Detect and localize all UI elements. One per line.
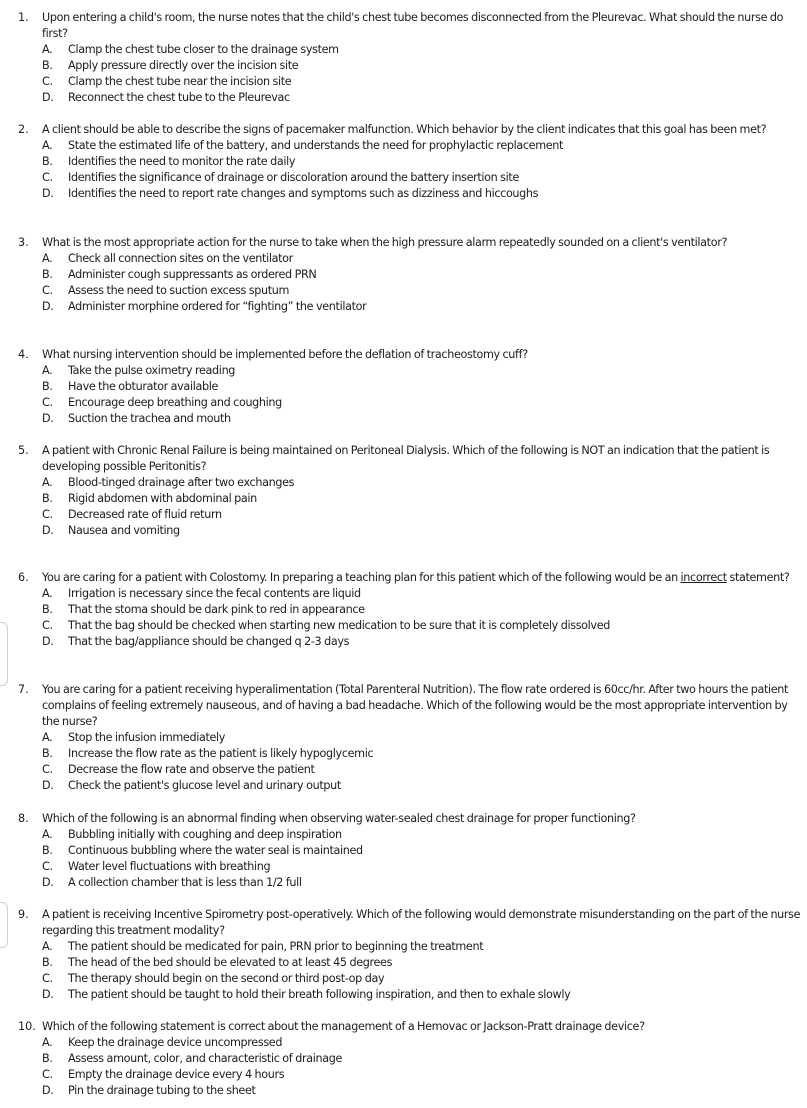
- answer-option: [42, 186, 804, 202]
- option-letter: D.: [42, 1084, 54, 1097]
- answer-option: [42, 827, 804, 843]
- answer-option: [42, 875, 804, 891]
- question-text: A patient with Chronic Renal Failure is being maintained on Peritoneal Dialysis. Which of the following is NOT an indication that the patient is developing possible Peritonitis?: [42, 444, 770, 473]
- answer-option: [42, 762, 804, 778]
- answer-option: [42, 1051, 804, 1067]
- option-text: Nausea and vomiting: [68, 524, 180, 537]
- answer-option: [42, 283, 804, 299]
- option-text: That the bag/appliance should be changed q 2-3 days: [68, 635, 350, 648]
- option-letter: A.: [42, 364, 53, 377]
- option-letter: C.: [42, 396, 53, 409]
- option-text: State the estimated life of the battery, and understands the need for prophylactic replacement: [68, 139, 564, 152]
- option-text: Rigid abdomen with abdominal pain: [68, 492, 257, 505]
- answer-option: [42, 42, 804, 58]
- option-letter: B.: [42, 844, 53, 857]
- question-10: [18, 1019, 804, 1099]
- answer-option: [42, 955, 804, 971]
- question-text-part: statement?: [726, 571, 790, 584]
- answer-option: [42, 475, 804, 491]
- question-text: A client should be able to describe the signs of pacemaker malfunction. Which behavior by the client indicates that this goal has been met?: [42, 123, 767, 136]
- answer-option: [42, 987, 804, 1003]
- option-letter: C.: [42, 763, 53, 776]
- answer-option: [42, 843, 804, 859]
- option-letter: D.: [42, 876, 54, 889]
- option-text: Assess the need to suction excess sputum: [68, 284, 290, 297]
- option-letter: B.: [42, 380, 53, 393]
- option-letter: C.: [42, 1068, 53, 1081]
- answer-option: [42, 859, 804, 875]
- option-text: Identifies the need to monitor the rate daily: [68, 155, 296, 168]
- option-letter: D.: [42, 412, 54, 425]
- answer-options: [42, 1035, 804, 1099]
- question-text: What nursing intervention should be implemented before the deflation of tracheostomy cuff?: [42, 348, 528, 361]
- option-text: Administer morphine ordered for “fighting” the ventilator: [68, 300, 367, 313]
- question-4: [18, 347, 804, 427]
- option-letter: C.: [42, 171, 53, 184]
- option-letter: A.: [42, 139, 53, 152]
- answer-option: [42, 939, 804, 955]
- option-text: Assess amount, color, and characteristic of drainage: [68, 1052, 342, 1065]
- option-letter: A.: [42, 1036, 53, 1049]
- option-text: Decrease the flow rate and observe the patient: [68, 763, 315, 776]
- option-letter: B.: [42, 155, 53, 168]
- answer-option: [42, 1083, 804, 1099]
- option-text: Decreased rate of fluid return: [68, 508, 222, 521]
- option-letter: C.: [42, 75, 53, 88]
- option-text: That the bag should be checked when starting new medication to be sure that it is completely dissolved: [68, 619, 610, 632]
- option-text: Encourage deep breathing and coughing: [68, 396, 282, 409]
- answer-options: [42, 42, 804, 106]
- answer-option: [42, 971, 804, 987]
- option-letter: B.: [42, 492, 53, 505]
- question-7: [18, 682, 804, 794]
- option-letter: B.: [42, 59, 53, 72]
- option-text: The patient should be taught to hold their breath following inspiration, and then to exhale slowly: [68, 988, 571, 1001]
- option-letter: D.: [42, 635, 54, 648]
- option-text: Pin the drainage tubing to the sheet: [68, 1084, 256, 1097]
- option-text: Apply pressure directly over the incision site: [68, 59, 299, 72]
- question-number: 5.: [18, 444, 29, 457]
- option-text: Check all connection sites on the ventilator: [68, 252, 293, 265]
- question-6: [18, 570, 804, 650]
- answer-option: [42, 411, 804, 427]
- option-letter: B.: [42, 747, 53, 760]
- question-number: 7.: [18, 683, 29, 696]
- option-text: A collection chamber that is less than 1/2 full: [68, 876, 302, 889]
- question-3: [18, 235, 804, 315]
- underlined-word: incorrect: [680, 571, 727, 584]
- answer-option: [42, 170, 804, 186]
- option-letter: B.: [42, 268, 53, 281]
- option-letter: C.: [42, 619, 53, 632]
- question-number: 4.: [18, 348, 29, 361]
- answer-option: [42, 138, 804, 154]
- option-text: Clamp the chest tube closer to the drainage system: [68, 43, 339, 56]
- option-letter: D.: [42, 187, 54, 200]
- question-number: 10.: [18, 1020, 36, 1033]
- answer-option: [42, 523, 804, 539]
- question-text: Upon entering a child's room, the nurse notes that the child's chest tube becomes disconnected from the Pleurevac. What should the nurse do first?: [42, 11, 784, 40]
- answer-options: [42, 730, 804, 794]
- answer-option: [42, 778, 804, 794]
- question-number: 3.: [18, 236, 29, 249]
- option-letter: B.: [42, 956, 53, 969]
- option-letter: C.: [42, 508, 53, 521]
- question-text: What is the most appropriate action for the nurse to take when the high pressure alarm repeatedly sounded on a client's ventilator?: [42, 236, 728, 249]
- option-text: Reconnect the chest tube to the Pleurevac: [68, 91, 290, 104]
- answer-option: [42, 746, 804, 762]
- option-text: Suction the trachea and mouth: [68, 412, 231, 425]
- option-letter: C.: [42, 972, 53, 985]
- option-text: Empty the drainage device every 4 hours: [68, 1068, 285, 1081]
- question-text: Which of the following statement is correct about the management of a Hemovac or Jackson-Pratt drainage device?: [42, 1020, 645, 1033]
- answer-option: [42, 507, 804, 523]
- option-letter: A.: [42, 476, 53, 489]
- option-letter: D.: [42, 779, 54, 792]
- question-text-part: You are caring for a patient with Colostomy. In preparing a teaching plan for this patient which of the following would be an: [42, 571, 681, 584]
- option-letter: D.: [42, 988, 54, 1001]
- option-letter: B.: [42, 1052, 53, 1065]
- answer-options: [42, 363, 804, 427]
- option-text: Identifies the significance of drainage or discoloration around the battery insertion site: [68, 171, 519, 184]
- answer-option: [42, 74, 804, 90]
- option-text: Administer cough suppressants as ordered PRN: [68, 268, 317, 281]
- option-letter: B.: [42, 603, 53, 616]
- option-text: Have the obturator available: [68, 380, 219, 393]
- option-text: Increase the flow rate as the patient is likely hypoglycemic: [68, 747, 374, 760]
- option-text: The patient should be medicated for pain, PRN prior to beginning the treatment: [68, 940, 484, 953]
- answer-option: [42, 267, 804, 283]
- answer-option: [42, 90, 804, 106]
- answer-option: [42, 154, 804, 170]
- answer-option: [42, 299, 804, 315]
- option-text: Irrigation is necessary since the fecal contents are liquid: [68, 587, 361, 600]
- answer-option: [42, 586, 804, 602]
- answer-option: [42, 618, 804, 634]
- answer-option: [42, 363, 804, 379]
- option-letter: A.: [42, 828, 53, 841]
- question-text: Which of the following is an abnormal finding when observing water-sealed chest drainage for proper functioning?: [42, 812, 636, 825]
- question-text: A patient is receiving Incentive Spirometry post-operatively. Which of the following would demonstrate misunderstanding on the part of the nurse regarding this treatment modality?: [42, 908, 801, 937]
- option-letter: A.: [42, 43, 53, 56]
- question-text: [42, 570, 804, 586]
- answer-options: [42, 475, 804, 539]
- question-text: You are caring for a patient receiving hyperalimentation (Total Parenteral Nutrition). The flow rate ordered is 60cc/hr. After two hours the patient complains of feeling extremely nauseous, and of having a bad headache. Which of the following would be the most appropriate intervention by the nurse?: [42, 683, 789, 728]
- option-letter: D.: [42, 524, 54, 537]
- question-number: 8.: [18, 812, 29, 825]
- answer-option: [42, 251, 804, 267]
- question-2: [18, 122, 804, 202]
- option-letter: D.: [42, 300, 54, 313]
- option-letter: A.: [42, 587, 53, 600]
- question-number: 9.: [18, 908, 29, 921]
- option-letter: C.: [42, 860, 53, 873]
- answer-option: [42, 730, 804, 746]
- option-letter: A.: [42, 940, 53, 953]
- option-text: Keep the drainage device uncompressed: [68, 1036, 283, 1049]
- option-letter: C.: [42, 284, 53, 297]
- option-letter: A.: [42, 252, 53, 265]
- option-text: Continuous bubbling where the water seal is maintained: [68, 844, 363, 857]
- option-text: The therapy should begin on the second or third post-op day: [68, 972, 385, 985]
- question-1: [18, 10, 804, 106]
- option-text: Check the patient's glucose level and urinary output: [68, 779, 341, 792]
- option-text: Stop the infusion immediately: [68, 731, 226, 744]
- question-9: [18, 907, 804, 1003]
- answer-options: [42, 251, 804, 315]
- answer-option: [42, 1067, 804, 1083]
- option-text: Bubbling initially with coughing and deep inspiration: [68, 828, 342, 841]
- option-text: The head of the bed should be elevated to at least 45 degrees: [68, 956, 393, 969]
- question-number: 1.: [18, 11, 29, 24]
- answer-option: [42, 602, 804, 618]
- answer-option: [42, 379, 804, 395]
- answer-options: [42, 939, 804, 1003]
- option-text: That the stoma should be dark pink to red in appearance: [68, 603, 365, 616]
- option-text: Take the pulse oximetry reading: [68, 364, 236, 377]
- page-edge-mark: [0, 902, 8, 948]
- answer-option: [42, 634, 804, 650]
- answer-options: [42, 138, 804, 202]
- question-5: [18, 443, 804, 539]
- option-text: Clamp the chest tube near the incision site: [68, 75, 292, 88]
- page-edge-mark: [0, 622, 8, 686]
- answer-options: [42, 586, 804, 650]
- option-text: Blood-tinged drainage after two exchanges: [68, 476, 295, 489]
- option-letter: D.: [42, 91, 54, 104]
- option-text: Identifies the need to report rate changes and symptoms such as dizziness and hiccoughs: [68, 187, 539, 200]
- answer-options: [42, 827, 804, 891]
- question-number: 2.: [18, 123, 29, 136]
- answer-option: [42, 395, 804, 411]
- option-letter: A.: [42, 731, 53, 744]
- answer-option: [42, 491, 804, 507]
- answer-option: [42, 58, 804, 74]
- question-number: 6.: [18, 571, 29, 584]
- answer-option: [42, 1035, 804, 1051]
- question-8: [18, 811, 804, 891]
- option-text: Water level fluctuations with breathing: [68, 860, 271, 873]
